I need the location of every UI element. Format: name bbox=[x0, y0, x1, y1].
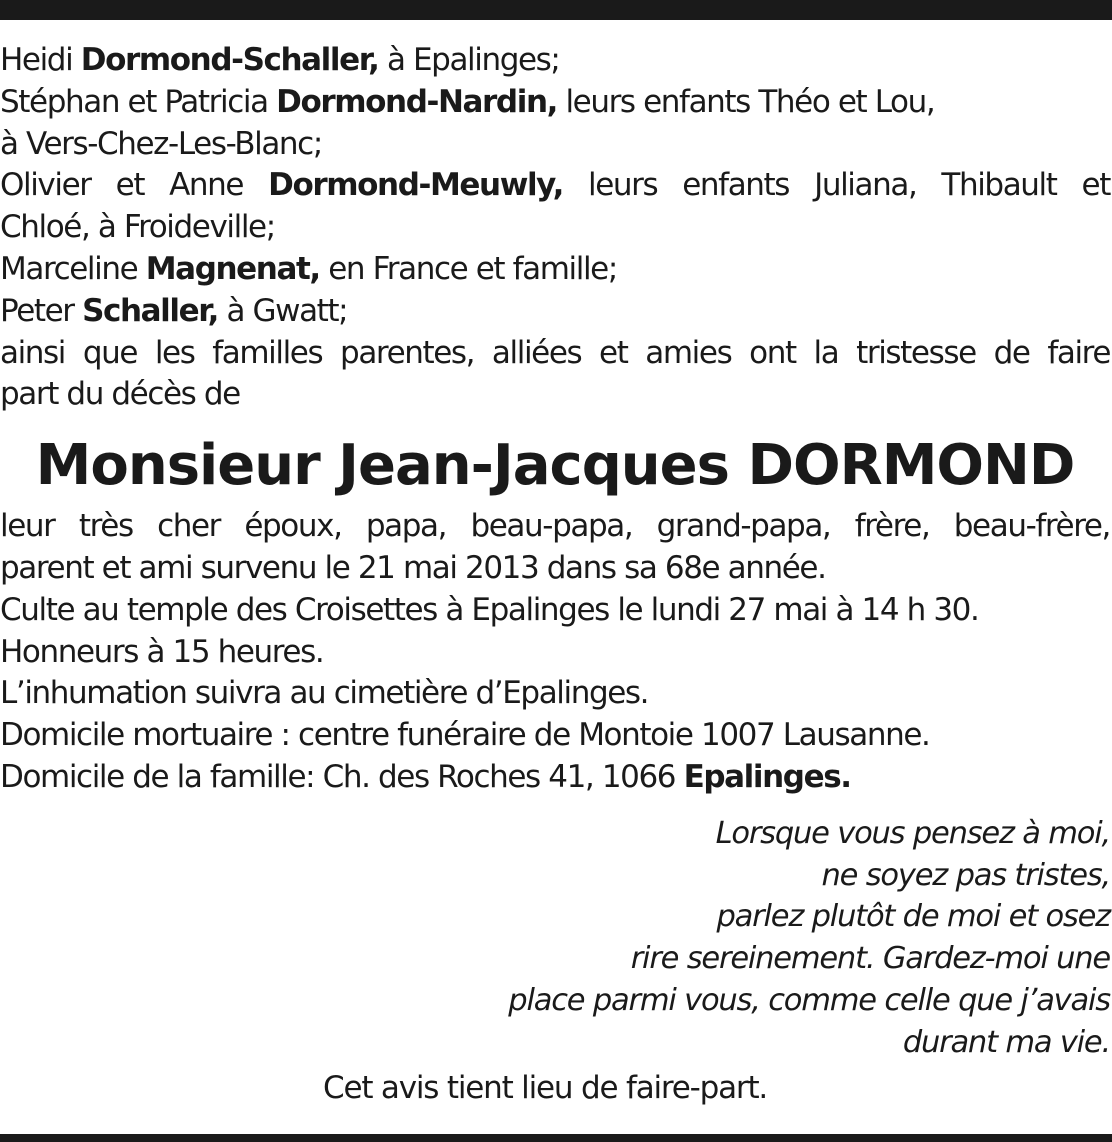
poem-line: parlez plutôt de moi et osez bbox=[716, 899, 1110, 935]
poem-line: ne soyez pas tristes, bbox=[821, 857, 1110, 893]
family-list bbox=[0, 40, 1110, 416]
family-line: à Vers-Chez-Les-Blanc; bbox=[0, 125, 322, 162]
poem-line: durant ma vie. bbox=[902, 1024, 1110, 1060]
detail-line: Honneurs à 15 heures. bbox=[0, 633, 324, 670]
family-surname: Dormond-Nardin, bbox=[276, 83, 557, 120]
family-line: Peter Schaller, à Gwatt; bbox=[0, 292, 348, 329]
family-line: Heidi Dormond-Schaller, à Epalinges; bbox=[0, 42, 560, 78]
poem-line: place parmi vous, comme celle que j’avais bbox=[508, 982, 1110, 1018]
detail-line: parent et ami survenu le 21 mai 2013 dans sa 68e année. bbox=[0, 549, 826, 586]
family-address: Domicile de la famille: Ch. des Roches 41, 1066 Epalinges. bbox=[0, 758, 851, 795]
detail-line: Domicile mortuaire : centre funéraire de Montoie 1007 Lausanne. bbox=[0, 717, 930, 754]
family-line: Marceline Magnenat, en France et famille; bbox=[0, 250, 617, 287]
memorial-poem bbox=[0, 813, 1110, 1064]
family-surname: Schaller, bbox=[82, 292, 218, 329]
poem-line: rire sereinement. Gardez-moi une bbox=[630, 941, 1110, 977]
family-line: Chloé, à Froideville; bbox=[0, 209, 275, 246]
family-surname: Dormond-Meuwly, bbox=[268, 167, 563, 204]
family-line: Olivier et Anne Dormond-Meuwly, leurs enfants Juliana, Thibault et bbox=[0, 167, 1110, 204]
family-line: part du décès de bbox=[0, 376, 240, 413]
address-place: Epalinges. bbox=[683, 758, 851, 795]
detail-line: leur très cher époux, papa, beau-papa, grand-papa, frère, beau-frère, bbox=[0, 508, 1110, 545]
obituary-notice bbox=[0, 40, 1110, 1109]
bottom-rule bbox=[0, 1134, 1112, 1142]
top-rule bbox=[0, 0, 1112, 20]
family-surname: Dormond-Schaller, bbox=[80, 42, 379, 78]
deceased-name: Monsieur Jean-Jacques DORMOND bbox=[35, 433, 1075, 499]
closing-note: Cet avis tient lieu de faire-part. bbox=[323, 1069, 768, 1106]
family-line: ainsi que les familles parentes, alliées et amies ont la tristesse de faire bbox=[0, 334, 1110, 371]
detail-line: Culte au temple des Croisettes à Epalinges le lundi 27 mai à 14 h 30. bbox=[0, 591, 979, 628]
family-line: Stéphan et Patricia Dormond-Nardin, leurs enfants Théo et Lou, bbox=[0, 83, 935, 120]
funeral-details bbox=[0, 506, 1110, 799]
family-surname: Magnenat, bbox=[145, 250, 320, 287]
detail-line: L’inhumation suivra au cimetière d’Epalinges. bbox=[0, 675, 649, 712]
poem-line: Lorsque vous pensez à moi, bbox=[715, 815, 1110, 851]
